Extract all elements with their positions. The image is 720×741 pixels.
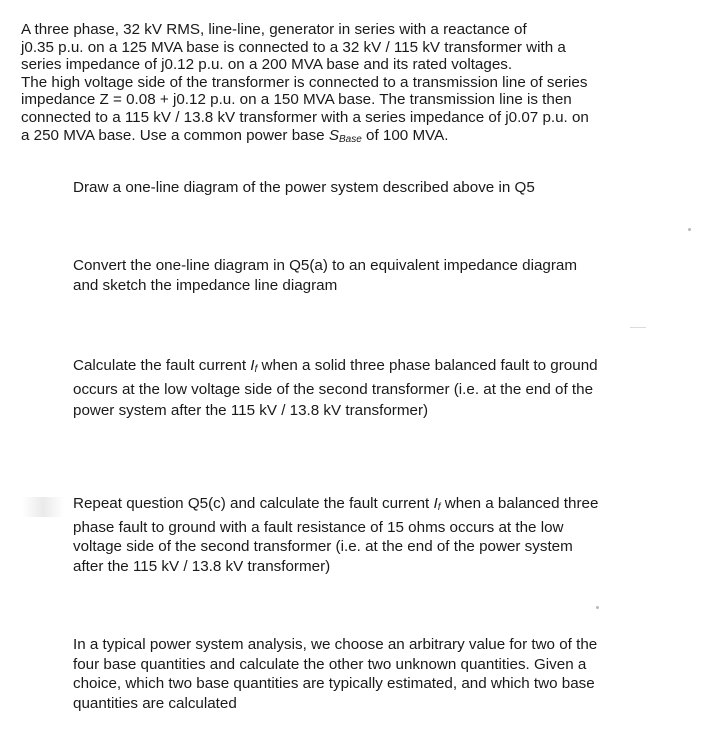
question-c-prefix: Calculate the fault current <box>73 357 251 374</box>
problem-line: connected to a 115 kV / 13.8 kV transformer with a series impedance of j0.07 p.u. on <box>21 108 589 126</box>
problem-line: series impedance of j0.12 p.u. on a 200 MVA base and its rated voltages. <box>21 56 513 74</box>
fault-current-subscript: f <box>254 364 258 375</box>
question-c-line: power system after the 115 kV / 13.8 kV transformer) <box>73 401 429 419</box>
base-power-subscript: Base <box>339 133 362 145</box>
problem-line: A three phase, 32 kV RMS, line-line, generator in series with a reactance of <box>21 21 527 38</box>
scan-smudge <box>22 497 64 517</box>
base-power-symbol: S <box>328 126 339 144</box>
question-d-line <box>73 494 703 518</box>
question-c-line <box>73 356 703 380</box>
question-d-line: after the 115 kV / 13.8 kV transformer) <box>73 557 331 575</box>
fault-current-symbol: I <box>433 495 438 512</box>
question-a <box>73 178 703 198</box>
fault-current-subscript: f <box>437 502 441 513</box>
question-c <box>73 356 703 421</box>
scan-speck <box>688 228 691 231</box>
question-b-line: Convert the one-line diagram in Q5(a) to an equivalent impedance diagram <box>73 257 578 274</box>
question-e-line: quantities are calculated <box>73 694 237 712</box>
question-b-line: and sketch the impedance line diagram <box>73 277 338 295</box>
problem-line-prefix: a 250 MVA base. Use a common power base <box>21 126 329 144</box>
scan-speck <box>630 327 646 328</box>
question-d-prefix: Repeat question Q5(c) and calculate the fault current <box>73 495 434 512</box>
question-b <box>73 256 703 297</box>
problem-line: The high voltage side of the transformer is connected to a transmission line of series <box>21 73 588 91</box>
problem-line-last <box>21 127 711 149</box>
problem-statement <box>21 21 711 148</box>
question-c-suffix: when a solid three phase balanced fault to ground <box>257 357 598 374</box>
scan-speck <box>596 606 599 609</box>
question-d-line: phase fault to ground with a fault resistance of 15 ohms occurs at the low <box>73 518 564 536</box>
question-e <box>73 635 703 713</box>
problem-line-suffix: of 100 MVA. <box>361 126 449 144</box>
question-e-line: choice, which two base quantities are typically estimated, and which two base <box>73 675 595 692</box>
question-e-line: In a typical power system analysis, we choose an arbitrary value for two of the <box>73 636 598 653</box>
question-e-line: four base quantities and calculate the other two unknown quantities. Given a <box>73 655 587 673</box>
fault-current-symbol: I <box>250 357 255 374</box>
question-c-line: occurs at the low voltage side of the second transformer (i.e. at the end of the <box>73 381 594 399</box>
problem-line: impedance Z = 0.08 + j0.12 p.u. on a 150 MVA base. The transmission line is then <box>21 91 572 109</box>
problem-line: j0.35 p.u. on a 125 MVA base is connected to a 32 kV / 115 kV transformer with a <box>21 38 566 56</box>
question-d-line: voltage side of the second transformer (i.e. at the end of the power system <box>73 538 573 555</box>
question-d-suffix: when a balanced three <box>440 495 599 512</box>
question-a-line: Draw a one-line diagram of the power system described above in Q5 <box>73 179 535 196</box>
question-d <box>73 494 703 576</box>
